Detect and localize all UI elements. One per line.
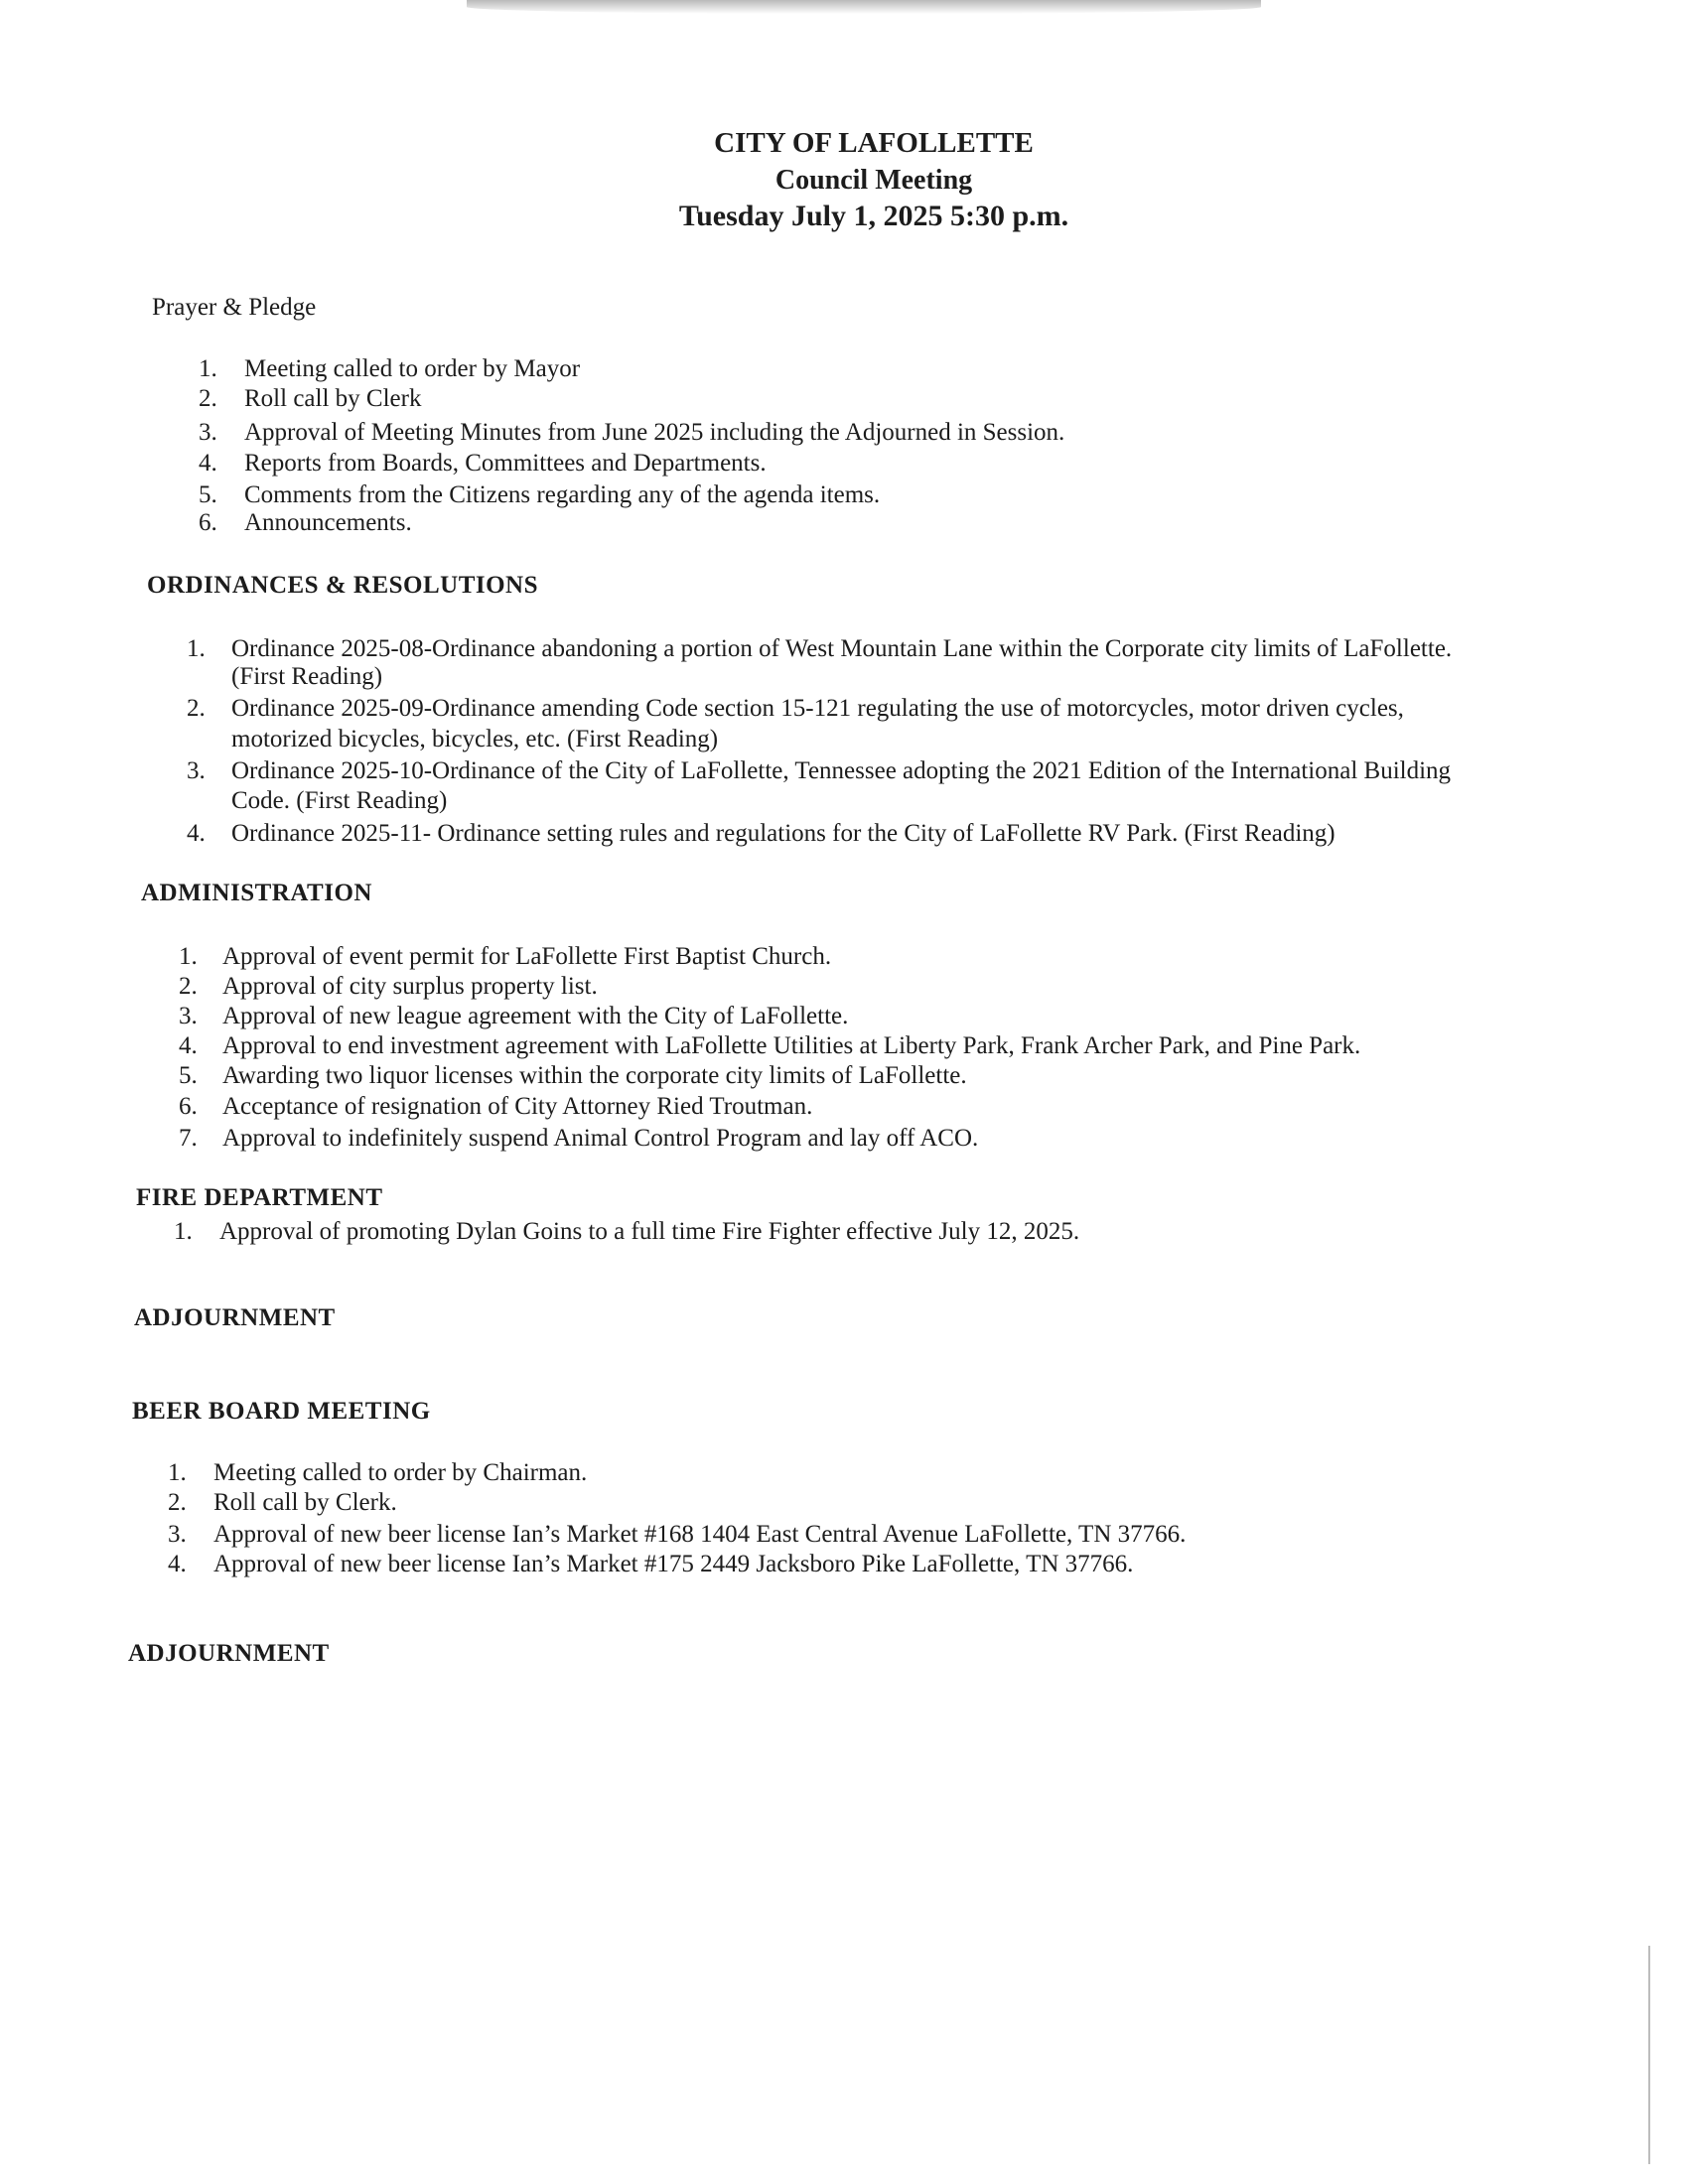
- list-item-number: 7.: [179, 1125, 198, 1152]
- adjournment-heading: ADJOURNMENT: [134, 1304, 336, 1331]
- list-item: Ordinance 2025-10-Ordinance of the City of LaFollette, Tennessee adopting the 2021 Edition of the International Building: [231, 757, 1452, 784]
- list-item: Reports from Boards, Committees and Departments.: [244, 450, 767, 477]
- list-item-number: 5.: [179, 1062, 198, 1089]
- list-item-number: 4.: [199, 450, 217, 477]
- adjournment-heading: ADJOURNMENT: [128, 1640, 330, 1667]
- list-item-number: 3.: [187, 757, 206, 784]
- section-title-administration: ADMINISTRATION: [141, 880, 372, 906]
- list-item: Approval to end investment agreement with LaFollette Utilities at Liberty Park, Frank Archer Park, and Pine Park.: [222, 1032, 1361, 1059]
- prayer-pledge: Prayer & Pledge: [152, 294, 317, 321]
- list-item-continuation: Code. (First Reading): [231, 787, 448, 814]
- list-item: Ordinance 2025-09-Ordinance amending Code section 15-121 regulating the use of motorcycles, motor driven cycles,: [231, 695, 1404, 722]
- list-item-number: 5.: [199, 481, 217, 508]
- scan-edge-line: [1648, 1946, 1650, 2164]
- list-item-number: 3.: [199, 419, 217, 446]
- city-title: CITY OF LAFOLLETTE: [714, 127, 1034, 159]
- list-item: Comments from the Citizens regarding any of the agenda items.: [244, 481, 881, 508]
- list-item: Approval of Meeting Minutes from June 2025 including the Adjourned in Session.: [244, 419, 1065, 446]
- list-item: Announcements.: [244, 509, 412, 536]
- list-item-number: 6.: [179, 1093, 198, 1120]
- list-item-number: 2.: [179, 973, 198, 1000]
- list-item: Approval of new league agreement with the City of LaFollette.: [222, 1003, 849, 1029]
- list-item-number: 6.: [199, 509, 217, 536]
- list-item-number: 4.: [168, 1551, 187, 1577]
- list-item: Meeting called to order by Mayor: [244, 355, 581, 382]
- list-item: Roll call by Clerk.: [213, 1489, 397, 1516]
- list-item-number: 1.: [179, 943, 198, 970]
- list-item: Meeting called to order by Chairman.: [213, 1459, 588, 1486]
- list-item: Ordinance 2025-08-Ordinance abandoning a portion of West Mountain Lane within the Corporate city limits of LaFollette.: [231, 635, 1453, 662]
- list-item: Acceptance of resignation of City Attorney Ried Troutman.: [222, 1093, 813, 1120]
- list-item-number: 1.: [174, 1218, 193, 1245]
- list-item-number: 1.: [187, 635, 206, 662]
- list-item-number: 3.: [179, 1003, 198, 1029]
- list-item: Approval to indefinitely suspend Animal Control Program and lay off ACO.: [222, 1125, 979, 1152]
- list-item-continuation: motorized bicycles, bicycles, etc. (First Reading): [231, 726, 719, 752]
- list-item: Awarding two liquor licenses within the corporate city limits of LaFollette.: [222, 1062, 967, 1089]
- list-item: Approval of new beer license Ian’s Market #168 1404 East Central Avenue LaFollette, TN 37766.: [213, 1521, 1187, 1548]
- list-item-number: 4.: [179, 1032, 198, 1059]
- list-item: Roll call by Clerk: [244, 385, 422, 412]
- list-item-number: 2.: [168, 1489, 187, 1516]
- scan-shadow: [467, 0, 1261, 14]
- list-item-number: 4.: [187, 820, 206, 847]
- list-item: Ordinance 2025-11- Ordinance setting rules and regulations for the City of LaFollette RV Park. (First Reading): [231, 820, 1336, 847]
- list-item-number: 1.: [168, 1459, 187, 1486]
- list-item-number: 2.: [199, 385, 217, 412]
- meeting-title: Council Meeting: [774, 165, 973, 196]
- list-item-continuation: (First Reading): [231, 663, 383, 690]
- list-item: Approval of new beer license Ian’s Market #175 2449 Jacksboro Pike LaFollette, TN 37766.: [213, 1551, 1134, 1577]
- list-item: Approval of promoting Dylan Goins to a full time Fire Fighter effective July 12, 2025.: [219, 1218, 1080, 1245]
- list-item-number: 2.: [187, 695, 206, 722]
- list-item-number: 1.: [199, 355, 217, 382]
- meeting-date: Tuesday July 1, 2025 5:30 p.m.: [678, 200, 1069, 232]
- section-title-fire-department: FIRE DEPARTMENT: [136, 1184, 383, 1211]
- list-item: Approval of city surplus property list.: [222, 973, 598, 1000]
- section-title-beer-board: BEER BOARD MEETING: [132, 1398, 431, 1425]
- section-title-ordinances: ORDINANCES & RESOLUTIONS: [147, 572, 539, 599]
- list-item-number: 3.: [168, 1521, 187, 1548]
- list-item: Approval of event permit for LaFollette First Baptist Church.: [222, 943, 832, 970]
